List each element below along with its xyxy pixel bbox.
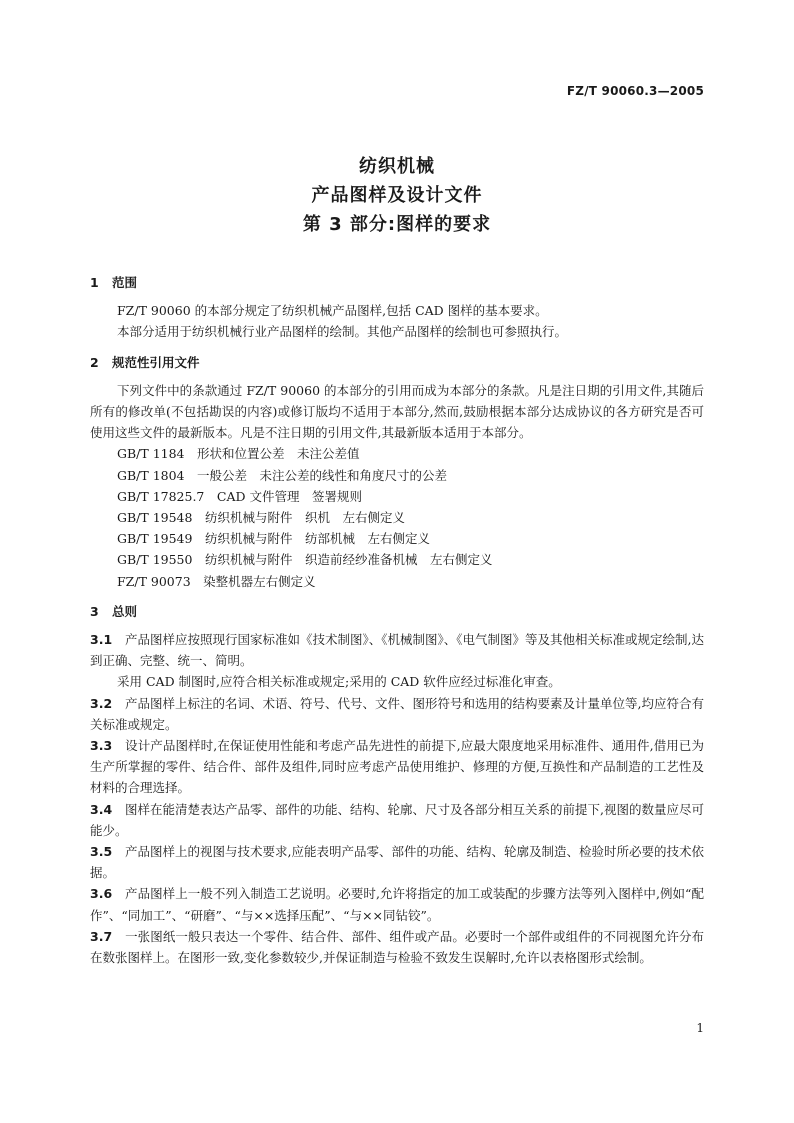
section-heading-normative-references — [90, 352, 704, 373]
reference-item: GB/T 17825.7 CAD 文件管理 签署规则 — [117, 488, 362, 504]
clause-text: 产品图样应按照现行国家标准如《技术制图》、《机械制图》、《电气制图》等及其他相关标准或规定绘制,达到正确、完整、统一、简明。 — [90, 632, 704, 669]
clause-number: 3.7 — [90, 928, 113, 944]
title-line-1: 纺织机械 — [359, 156, 435, 177]
document-title — [0, 152, 794, 239]
clause-number: 3.2 — [90, 695, 113, 711]
section-number: 2 — [90, 354, 99, 370]
reference-item: FZ/T 90073 染整机器左右侧定义 — [117, 573, 316, 589]
section-heading-scope — [90, 272, 704, 293]
clause-number: 3.6 — [90, 886, 113, 902]
reference-item: GB/T 1184 形状和位置公差 未注公差值 — [117, 446, 360, 462]
document-body — [90, 272, 704, 968]
paragraph: 采用 CAD 制图时,应符合相关标准或规定;采用的 CAD 软件应经过标准化审查。 — [117, 674, 561, 690]
section-title: 规范性引用文件 — [112, 354, 200, 370]
clause-number: 3.5 — [90, 844, 113, 860]
section-number: 1 — [90, 275, 99, 290]
section-heading-general — [90, 601, 704, 622]
clause-text: 产品图样上一般不列入制造工艺说明。必要时,允许将指定的加工或装配的步骤方法等列入图样中,例如“配作”、“同加工”、“研磨”、“与××选择压配”、“与××同钻铰”。 — [90, 886, 704, 923]
clause-text: 产品图样上标注的名词、术语、符号、代号、文件、图形符号和选用的结构要素及计量单位等,均应符合有关标准或规定。 — [90, 695, 704, 732]
clause-text: 产品图样上的视图与技术要求,应能表明产品零、部件的功能、结构、轮廓及制造、检验时所必要的技术依据。 — [90, 844, 704, 881]
page-number: 1 — [696, 1021, 704, 1035]
clause-3-6 — [90, 883, 704, 925]
clause-3-3 — [90, 735, 704, 799]
reference-item: GB/T 1804 一般公差 未注公差的线性和角度尺寸的公差 — [117, 467, 448, 483]
title-line-2: 产品图样及设计文件 — [311, 185, 483, 206]
clause-number: 3.3 — [90, 738, 113, 754]
section-title: 范围 — [112, 275, 138, 290]
title-line-3: 第 3 部分:图样的要求 — [302, 214, 492, 235]
clause-number: 3.1 — [90, 632, 113, 648]
clause-text: 设计产品图样时,在保证使用性能和考虑产品先进性的前提下,应最大限度地采用标准件、通用件,借用已为生产所掌握的零件、结合件、部件及组件,同时应考虑产品使用维护、修理的方便,互换性和产品制造的工艺性及材料的合理选择。 — [90, 738, 704, 796]
clause-3-4 — [90, 799, 704, 841]
clause-3-5 — [90, 841, 704, 883]
standard-number: FZ/T 90060.3—2005 — [566, 84, 704, 98]
reference-item: GB/T 19550 纺织机械与附件 织造前经纱准备机械 左右侧定义 — [117, 552, 493, 568]
paragraph: FZ/T 90060 的本部分规定了纺织机械产品图样,包括 CAD 图样的基本要求。 — [117, 303, 548, 319]
clause-number: 3.4 — [90, 801, 113, 817]
reference-item: GB/T 19549 纺织机械与附件 纺部机械 左右侧定义 — [117, 531, 430, 547]
clause-text: 图样在能清楚表达产品零、部件的功能、结构、轮廓、尺寸及各部分相互关系的前提下,视图的数量应尽可能少。 — [90, 801, 704, 838]
reference-item: GB/T 19548 纺织机械与附件 织机 左右侧定义 — [117, 510, 405, 526]
clause-text: 一张图纸一般只表达一个零件、结合件、部件、组件或产品。必要时一个部件或组件的不同视图允许分布在数张图样上。在图形一致,变化参数较少,并保证制造与检验不致发生误解时,允许以表格图形式绘制。 — [90, 928, 704, 966]
clause-3-2 — [90, 693, 704, 735]
section-title: 总则 — [112, 603, 138, 619]
clause-3-7 — [90, 926, 704, 968]
paragraph: 下列文件中的条款通过 FZ/T 90060 的本部分的引用而成为本部分的条款。凡是注日期的引用文件,其随后所有的修改单(不包括勘误的内容)或修订版均不适用于本部分,然而,鼓励根据本部分达成协议的各方研究是否可使用这些文件的最新版本。凡是不注日期的引用文件,其最新版本适用于本部分。 — [90, 382, 704, 441]
section-number: 3 — [90, 603, 99, 619]
paragraph: 本部分适用于纺织机械行业产品图样的绘制。其他产品图样的绘制也可参照执行。 — [117, 324, 568, 340]
clause-3-1 — [90, 629, 704, 671]
